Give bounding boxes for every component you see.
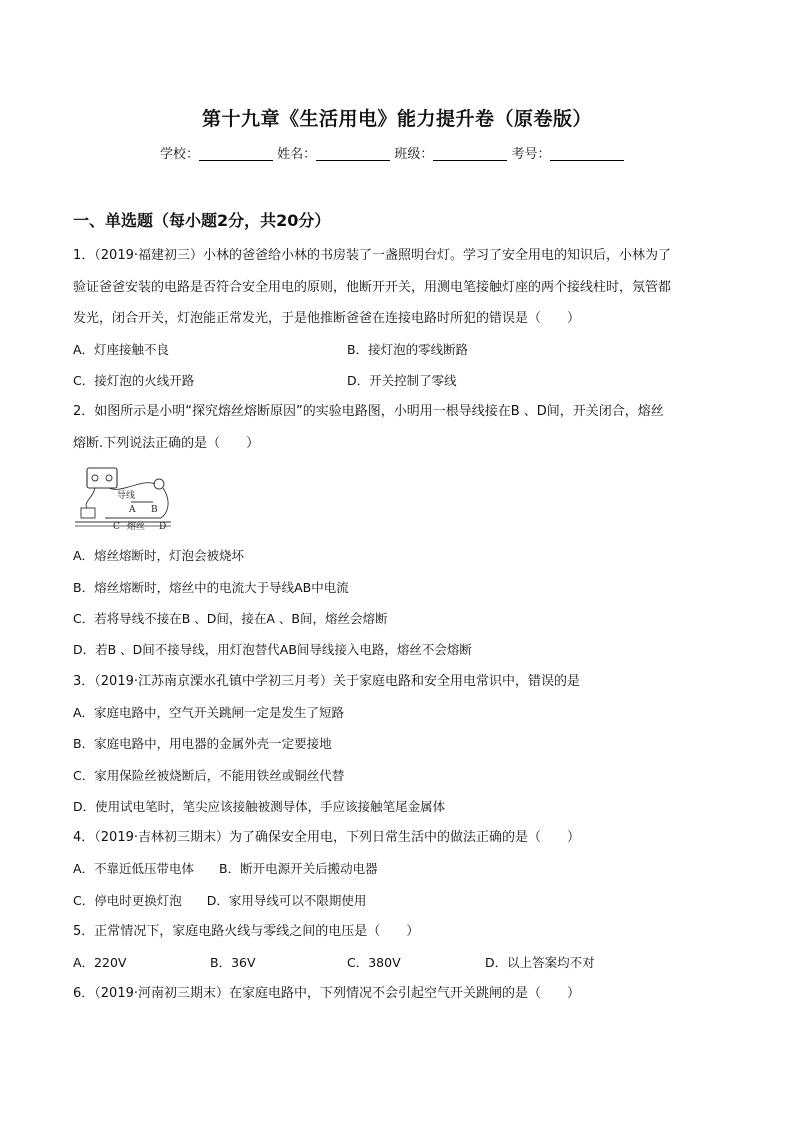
name-label: 姓名：	[277, 147, 317, 162]
q5-option-b: B．36V	[210, 955, 256, 970]
q1-stem-line2: 验证爸爸安装的电路是否符合安全用电的原则，他断开开关，用测电笔接触灯座的两个接线柱时，氖管都	[73, 280, 672, 295]
q6-stem-line1: 6．（2019·河南初三期末）在家庭电路中，下列情况不会引起空气开关跳闸的是（ ）	[73, 986, 580, 1001]
q1-stem-line3: 发光，闭合开关，灯泡能正常发光，于是他推断爸爸在连接电路时所犯的错误是（ ）	[73, 311, 581, 326]
q4-options-ab: A．不靠近低压带电体 B．断开电源开关后搬动电器	[73, 861, 378, 876]
class-blank	[433, 146, 507, 161]
q4-stem-line1: 4．（2019·吉林初三期末）为了确保安全用电，下列日常生活中的做法正确的是（ ）	[73, 830, 580, 845]
school-label: 学校：	[160, 147, 200, 162]
q3-option-b: B．家庭电路中，用电器的金属外壳一定要接地	[73, 736, 332, 751]
q1-option-d: D．开关控制了零线	[347, 373, 457, 388]
q1-option-a: A．灯座接触不良	[73, 342, 170, 357]
q3-option-d: D．使用试电笔时，笔尖应该接触被测导体，手应该接触笔尾金属体	[73, 799, 446, 814]
q2-option-b: B．熔丝熔断时，熔丝中的电流大于导线AB中电流	[73, 580, 349, 595]
switch-icon	[81, 508, 95, 518]
q5-option-c: C．380V	[347, 955, 401, 970]
section-heading: 一、单选题（每小题2分，共20分）	[73, 211, 331, 230]
student-info-line	[160, 143, 624, 162]
wire	[86, 488, 95, 508]
q1-stem-line1: 1．（2019·福建初三）小林的爸爸给小林的书房装了一盏照明台灯。学习了安全用电的知识后，小林为了	[73, 248, 671, 263]
q1-option-c: C．接灯泡的火线开路	[73, 373, 195, 388]
class-label: 班级：	[394, 147, 434, 162]
exam-number-label: 考号：	[511, 147, 551, 162]
fuse-circuit-figure	[73, 464, 183, 530]
label-fuse: 熔丝	[127, 522, 146, 530]
name-blank	[316, 146, 390, 161]
wire	[161, 488, 168, 518]
q2-option-d: D．若B 、D间不接导线，用灯泡替代AB间导线接入电路，熔丝不会熔断	[73, 642, 472, 657]
q4-options-cd: C．停电时更换灯泡 D．家用导线可以不限期使用	[73, 893, 367, 908]
q3-option-c: C．家用保险丝被烧断后，不能用铁丝或铜丝代替	[73, 768, 345, 783]
label-b: B	[151, 505, 158, 515]
q3-stem-line1: 3．（2019·江苏南京溧水孔镇中学初三月考）关于家庭电路和安全用电常识中，错误的是	[73, 674, 580, 689]
page-title: 第十九章《生活用电》能力提升卷（原卷版）	[201, 108, 592, 130]
label-wire: 导线	[117, 491, 136, 501]
school-blank	[199, 146, 273, 161]
q2-option-c: C．若将导线不接在B 、D间，接在A 、B间，熔丝会熔断	[73, 611, 388, 626]
q5-stem-line1: 5．正常情况下，家庭电路火线与零线之间的电压是（ ）	[73, 924, 420, 939]
exam-number-blank	[550, 146, 624, 161]
q2-option-a: A．熔丝熔断时，灯泡会被烧坏	[73, 548, 245, 563]
q2-stem-line1: 2．如图所示是小明“探究熔丝熔断原因”的实验电路图，小明用一根导线接在B 、D间，开关闭合，熔丝	[73, 404, 664, 419]
q5-option-d: D．以上答案均不对	[485, 955, 595, 970]
label-d: D	[159, 522, 167, 530]
q5-option-a: A．220V	[73, 955, 127, 970]
terminal-icon	[106, 475, 112, 481]
label-c: C	[113, 522, 120, 530]
terminal-icon	[92, 475, 98, 481]
power-supply-box	[87, 468, 117, 488]
q1-option-b: B．接灯泡的零线断路	[347, 342, 469, 357]
q3-option-a: A．家庭电路中，空气开关跳闸一定是发生了短路	[73, 705, 345, 720]
q2-stem-line2: 熔断.下列说法正确的是（ ）	[73, 436, 260, 451]
bulb-icon	[154, 479, 164, 489]
label-a: A	[129, 505, 136, 515]
